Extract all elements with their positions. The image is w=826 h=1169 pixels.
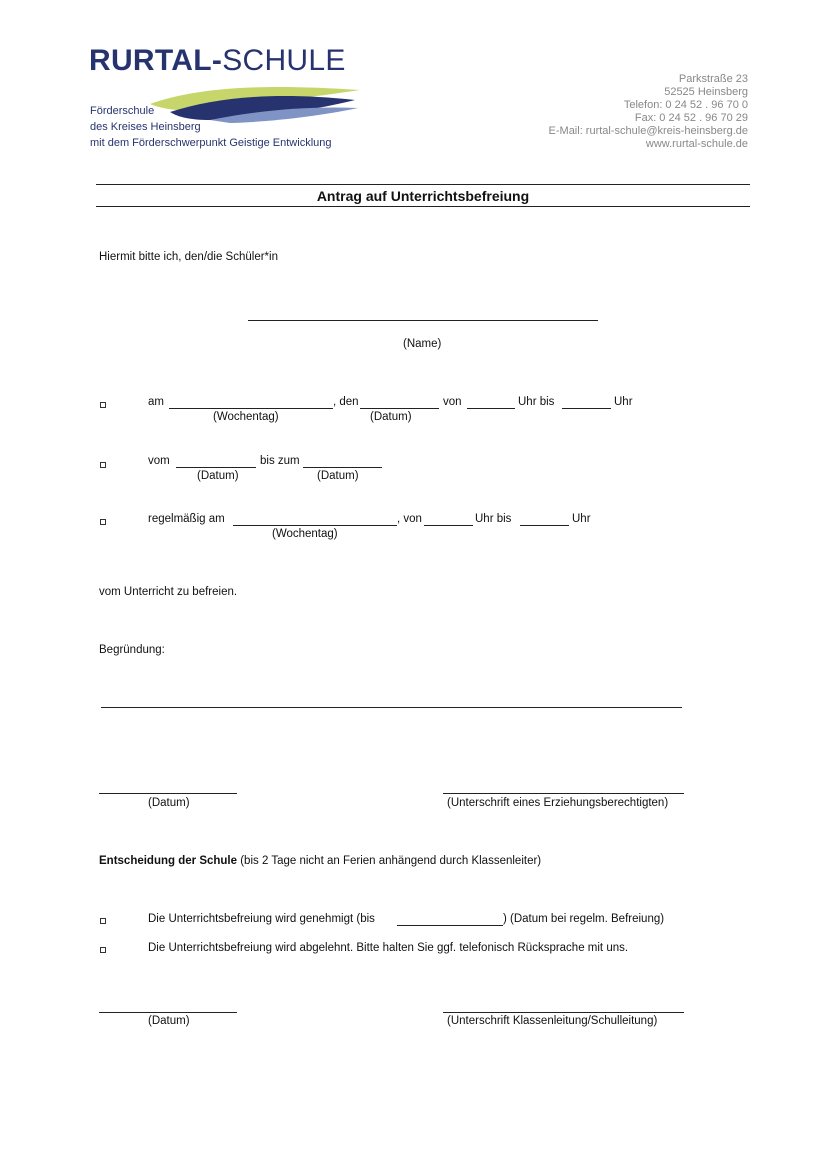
closing-text: vom Unterricht zu befreien. — [99, 586, 238, 598]
school-signature-field[interactable] — [443, 1012, 684, 1013]
logo-subtitle-line1: Förderschule — [90, 105, 155, 117]
parent-date-field[interactable] — [99, 793, 237, 794]
address-email: E-Mail: rurtal-schule@kreis-heinsberg.de — [548, 125, 748, 137]
option3-uhr-label: Uhr — [572, 513, 591, 525]
address-city: 52525 Heinsberg — [664, 86, 748, 98]
school-logo-wordmark — [89, 46, 346, 76]
approve-note: ) (Datum bei regelm. Befreiung) — [503, 913, 665, 925]
option3-regular-label: regelmäßig am — [148, 513, 225, 525]
address-phone: Telefon: 0 24 52 . 96 70 0 — [623, 99, 748, 111]
option3-weekday-caption: (Wochentag) — [272, 528, 338, 540]
decision-heading-note: (bis 2 Tage nicht an Ferien anhängend durch Klassenleiter) — [237, 855, 542, 867]
address-fax: Fax: 0 24 52 . 96 70 29 — [634, 112, 748, 124]
approve-text: Die Unterrichtsbefreiung wird genehmigt (bis — [148, 913, 375, 925]
option1-am-label: am — [148, 396, 164, 408]
option1-weekday-field[interactable] — [169, 408, 333, 409]
option2-bis-zum-label: bis zum — [260, 455, 300, 467]
option1-den-label: , den — [333, 396, 359, 408]
parent-signature-field[interactable] — [443, 793, 684, 794]
decision-heading — [99, 856, 541, 868]
address-street: Parkstraße 23 — [678, 73, 748, 85]
school-date-field[interactable] — [99, 1012, 237, 1013]
option3-von-label: , von — [397, 513, 422, 525]
intro-text: Hiermit bitte ich, den/die Schüler*in — [99, 251, 278, 263]
option-regular-checkbox[interactable] — [100, 519, 106, 525]
school-signature-caption: (Unterschrift Klassenleitung/Schulleitung) — [447, 1015, 658, 1027]
option1-time-to-field[interactable] — [562, 408, 611, 409]
option1-date-caption: (Datum) — [370, 411, 412, 423]
school-date-caption: (Datum) — [148, 1015, 190, 1027]
option1-uhr-bis-label: Uhr bis — [518, 396, 555, 408]
student-name-field[interactable] — [248, 320, 598, 321]
reject-checkbox[interactable] — [100, 947, 106, 953]
name-caption: (Name) — [403, 338, 442, 350]
decision-heading-bold: Entscheidung der Schule — [99, 855, 238, 867]
parent-date-caption: (Datum) — [148, 797, 190, 809]
option1-weekday-caption: (Wochentag) — [213, 411, 279, 423]
option3-time-to-field[interactable] — [520, 525, 569, 526]
option3-uhr-bis-label: Uhr bis — [475, 513, 512, 525]
option2-start-date-caption: (Datum) — [197, 470, 239, 482]
reason-field[interactable] — [101, 707, 682, 708]
option3-weekday-field[interactable] — [233, 525, 397, 526]
option2-end-date-field[interactable] — [303, 467, 382, 468]
title-rule-top — [96, 184, 750, 185]
option1-uhr-label: Uhr — [614, 396, 633, 408]
option1-von-label: von — [443, 396, 462, 408]
approve-checkbox[interactable] — [100, 918, 106, 924]
approve-until-date-field[interactable] — [397, 925, 503, 926]
page-title: Antrag auf Unterrichtsbefreiung — [316, 188, 530, 204]
option2-end-date-caption: (Datum) — [317, 470, 359, 482]
logo-subtitle-line2: des Kreises Heinsberg — [90, 121, 201, 133]
logo-wordmark-part1: RURTAL- — [89, 44, 223, 77]
option1-date-field[interactable] — [360, 408, 439, 409]
title-rule-bottom — [96, 206, 750, 207]
address-website: www.rurtal-schule.de — [645, 138, 748, 150]
parent-signature-caption: (Unterschrift eines Erziehungsberechtigten) — [447, 797, 669, 809]
option2-start-date-field[interactable] — [176, 467, 256, 468]
logo-wordmark-part2: SCHULE — [222, 44, 346, 77]
option1-time-from-field[interactable] — [467, 408, 515, 409]
option2-vom-label: vom — [148, 455, 170, 467]
logo-wave-graphic — [150, 82, 360, 124]
option3-time-from-field[interactable] — [424, 525, 473, 526]
reject-text: Die Unterrichtsbefreiung wird abgelehnt. Bitte halten Sie ggf. telefonisch Rücksprache mit uns. — [148, 942, 629, 954]
option-date-range-checkbox[interactable] — [100, 462, 106, 468]
logo-subtitle-line3: mit dem Förderschwerpunkt Geistige Entwicklung — [90, 137, 332, 149]
option-single-day-checkbox[interactable] — [100, 402, 106, 408]
reason-label: Begründung: — [99, 644, 165, 656]
